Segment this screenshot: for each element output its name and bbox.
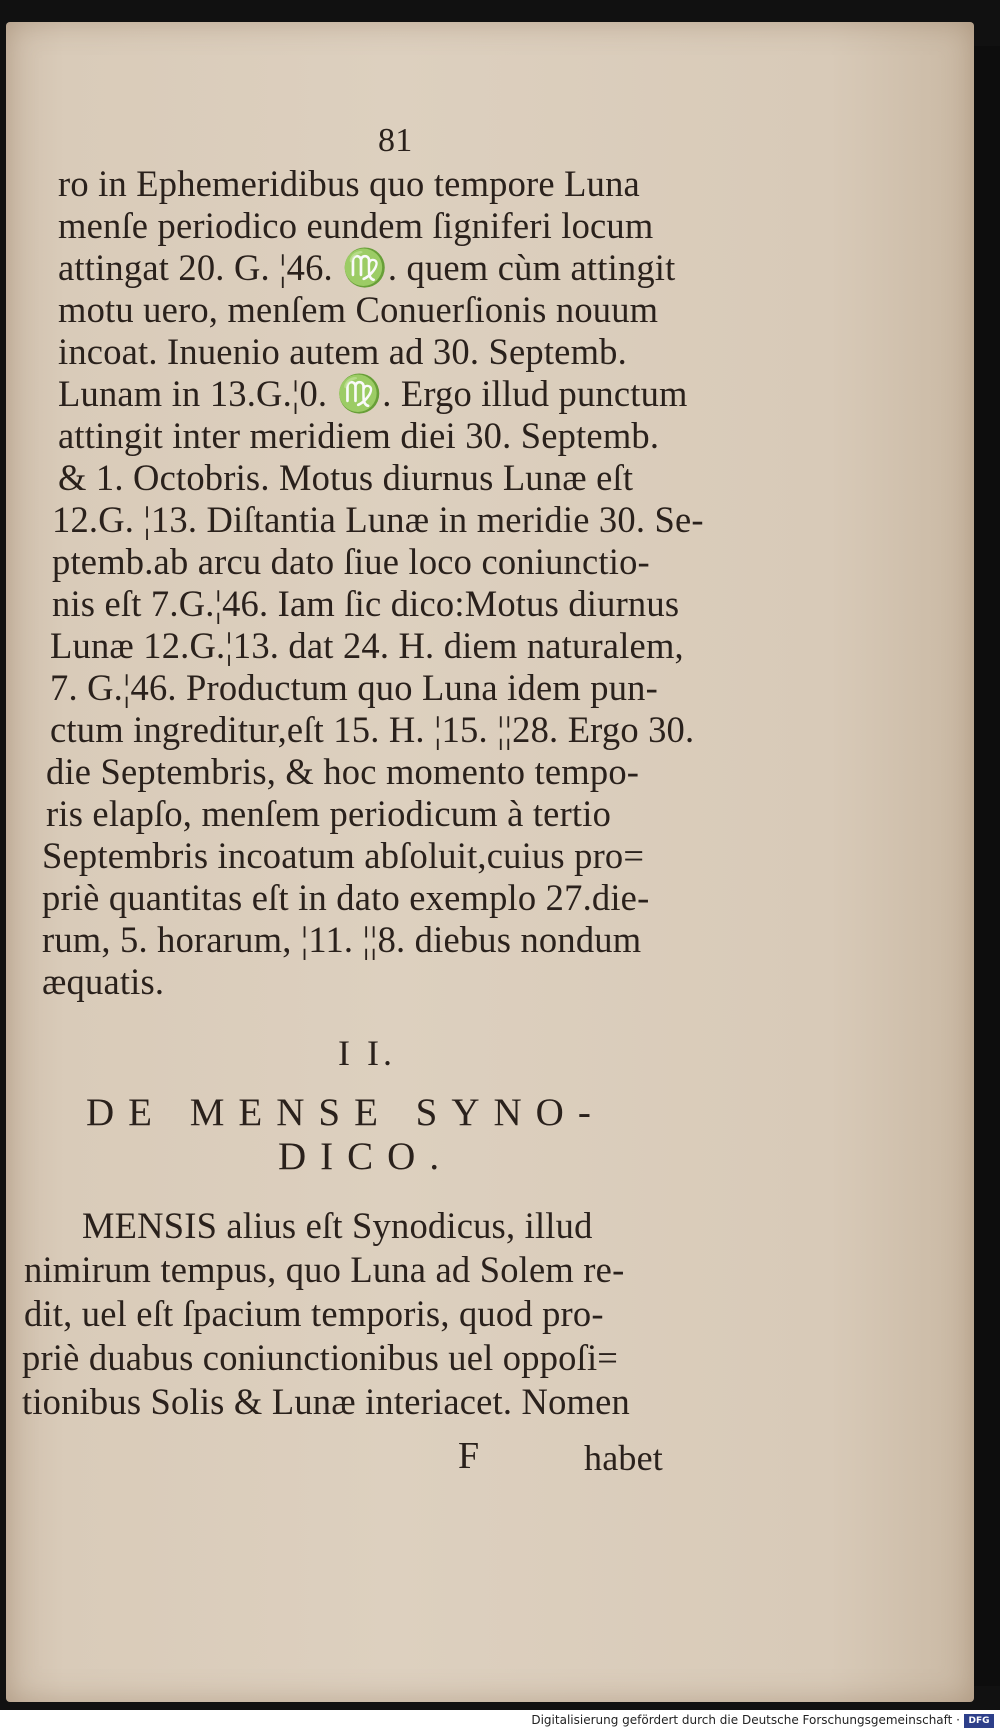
body-line: menſe periodico eundem ſigniferi locum xyxy=(58,205,654,246)
body-line: die Septembris, & hoc momento tempo- xyxy=(46,751,640,792)
body-line: attingat 20. G. ¦46. ♍. quem cùm attingit xyxy=(58,247,676,288)
funding-credit: Digitalisierung gefördert durch die Deutsche Forschungsgemeinschaft · xyxy=(531,1713,960,1727)
body-line: attingit inter meridiem diei 30. Septemb. xyxy=(58,415,660,456)
paragraph-line: priè duabus coniunctionibus uel oppoſi= xyxy=(22,1337,619,1378)
body-line: priè quantitas eſt in dato exemplo 27.die- xyxy=(42,877,650,918)
body-line: Lunæ 12.G.¦13. dat 24. H. diem naturalem, xyxy=(50,625,684,666)
body-line: ptemb.ab arcu dato ſiue loco coniunctio- xyxy=(52,541,650,582)
paragraph-line: nimirum tempus, quo Luna ad Solem re- xyxy=(24,1249,625,1290)
body-line: 12.G. ¦13. Diſtantia Lunæ in meridie 30. Se- xyxy=(52,499,704,540)
body-line: nis eſt 7.G.¦46. Iam ſic dico:Motus diurnus xyxy=(52,583,680,624)
body-line: & 1. Octobris. Motus diurnus Lunæ eſt xyxy=(58,457,634,498)
body-line: incoat. Inuenio autem ad 30. Septemb. xyxy=(58,331,627,372)
page-number: 81 xyxy=(378,122,413,159)
scan-edge xyxy=(974,46,1000,1686)
section-heading-line2: DICO. xyxy=(278,1135,454,1178)
section-number: I I. xyxy=(338,1033,396,1073)
body-line: ris elapſo, menſem periodicum à tertio xyxy=(46,793,612,834)
body-line: 7. G.¦46. Productum quo Luna idem pun- xyxy=(50,667,658,708)
footer-bar xyxy=(0,1710,1000,1733)
paragraph-line: MENSIS alius eſt Synodicus, illud xyxy=(82,1205,593,1246)
dfg-logo-icon: DFG xyxy=(964,1714,994,1728)
page-text xyxy=(6,22,974,1702)
paragraph-line: tionibus Solis & Lunæ interiacet. Nomen xyxy=(22,1381,630,1422)
body-line: ro in Ephemeridibus quo tempore Luna xyxy=(58,163,640,204)
body-line: rum, 5. horarum, ¦11. ¦¦8. diebus nondum xyxy=(42,919,642,960)
body-line: motu uero, menſem Conuerſionis nouum xyxy=(58,289,659,330)
book-page xyxy=(6,22,974,1702)
body-line: Septembris incoatum abſoluit,cuius pro= xyxy=(42,835,645,876)
body-line: ctum ingreditur,eſt 15. H. ¦15. ¦¦28. Ergo 30. xyxy=(50,709,695,750)
body-line: Lunam in 13.G.¦0. ♍. Ergo illud punctum xyxy=(58,373,688,414)
signature-mark: F xyxy=(458,1435,480,1477)
catchword: habet xyxy=(584,1438,663,1478)
paragraph-line: dit, uel eſt ſpacium temporis, quod pro- xyxy=(24,1293,604,1334)
body-line: æquatis. xyxy=(42,961,165,1002)
section-heading-line1: DE MENSE SYNO- xyxy=(86,1091,605,1134)
